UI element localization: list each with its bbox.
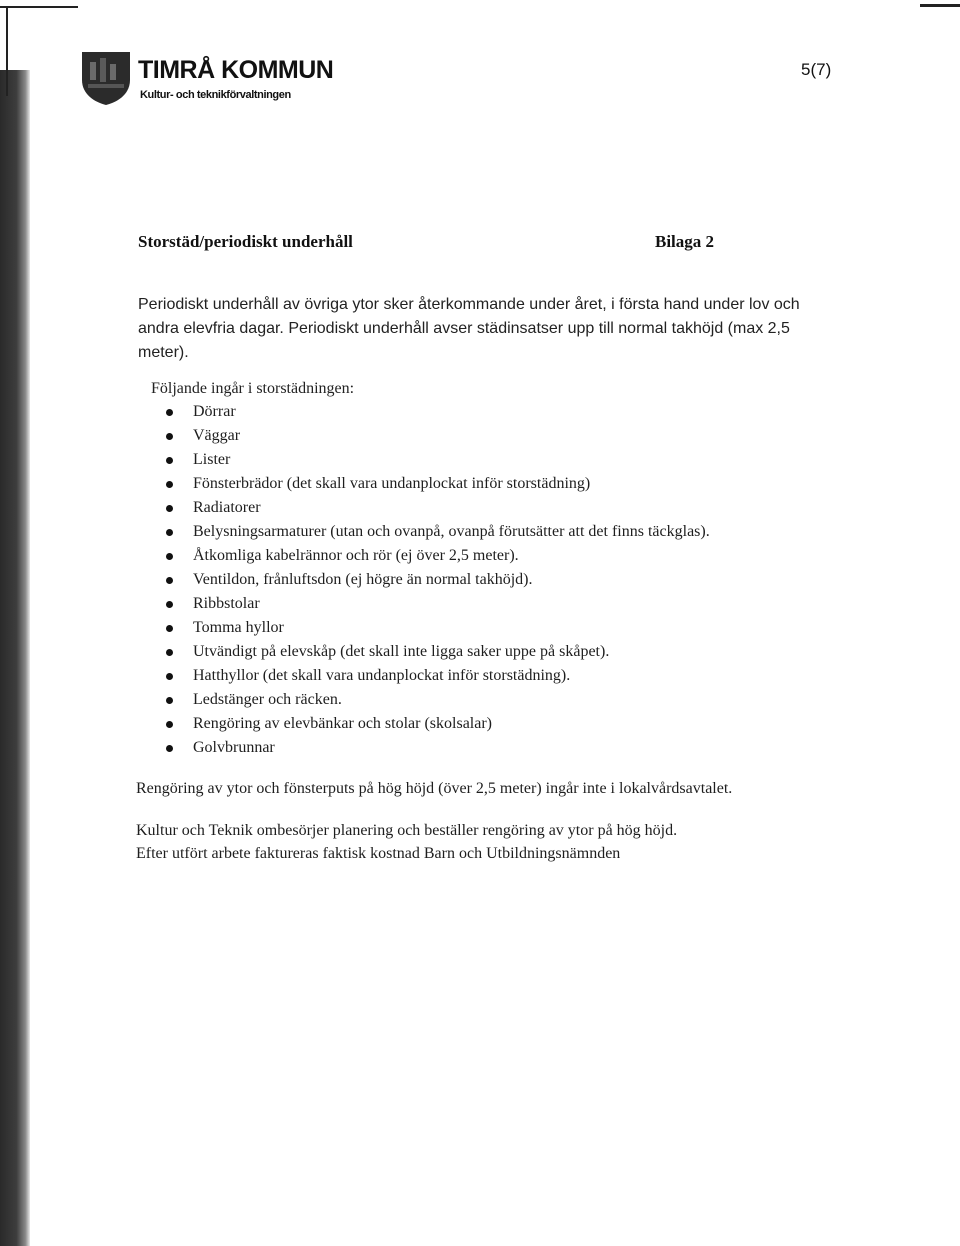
bullet-icon (166, 481, 173, 488)
bullet-icon (166, 745, 173, 752)
list-item-label: Radiatorer (193, 499, 261, 516)
list-item (160, 472, 710, 496)
list-item-label: Väggar (193, 427, 241, 444)
scan-left-line (6, 6, 8, 96)
bullet-icon (166, 409, 173, 416)
list-item-label: Ribbstolar (193, 595, 260, 612)
list-item-label: Fönsterbrädor (det skall vara undanplockat inför storstädning) (193, 475, 591, 492)
list-item (160, 616, 710, 640)
document-title: Storstäd/periodiskt underhåll (138, 232, 353, 251)
scan-top-line (0, 6, 78, 8)
page-number: 5(7) (801, 60, 832, 79)
list-item-label: Utvändigt på elevskåp (det skall inte ligga saker uppe på skåpet). (193, 643, 610, 660)
bullet-icon (166, 673, 173, 680)
intro-paragraph (138, 293, 838, 365)
list-item (160, 736, 710, 760)
intro-line: meter). (138, 344, 189, 361)
list-item (160, 520, 710, 544)
bullet-icon (166, 697, 173, 704)
closing-paragraph-invoicing: Efter utfört arbete faktureras faktisk kostnad Barn och Utbildningsnämnden (136, 845, 621, 862)
list-item-label: Tomma hyllor (193, 619, 284, 636)
bullet-icon (166, 577, 173, 584)
list-item (160, 400, 710, 424)
intro-line: andra elevfria dagar. Periodiskt underhåll avser städinsatser upp till normal takhöjd (max 2,5 (138, 320, 790, 337)
attachment-label: Bilaga 2 (655, 232, 715, 251)
bullet-icon (166, 433, 173, 440)
list-item (160, 688, 710, 712)
list-item-label: Rengöring av elevbänkar och stolar (skolsalar) (193, 715, 493, 732)
intro-line: Periodiskt underhåll av övriga ytor sker återkommande under året, i första hand under lov och (138, 296, 800, 313)
list-item-label: Ledstänger och räcken. (193, 691, 342, 708)
bullet-icon (166, 649, 173, 656)
department-name: Kultur- och teknikförvaltningen (140, 89, 291, 101)
bullet-icon (166, 553, 173, 560)
closing-paragraph-planning: Kultur och Teknik ombesörjer planering och beställer rengöring av ytor på hög höjd. (136, 822, 678, 839)
list-item (160, 544, 710, 568)
bullet-icon (166, 721, 173, 728)
list-item (160, 496, 710, 520)
cleaning-items-list (160, 400, 710, 760)
bullet-icon (166, 625, 173, 632)
bullet-icon (166, 601, 173, 608)
list-item (160, 664, 710, 688)
list-item-label: Lister (193, 451, 231, 468)
list-item-label: Åtkomliga kabelrännor och rör (ej över 2,5 meter). (193, 547, 519, 564)
list-item (160, 592, 710, 616)
municipality-logo-icon (80, 50, 132, 106)
list-item (160, 448, 710, 472)
list-item (160, 712, 710, 736)
bullet-icon (166, 457, 173, 464)
scan-left-edge (0, 70, 30, 1246)
list-item-label: Golvbrunnar (193, 739, 275, 756)
scan-top-right-mark (920, 4, 960, 7)
list-item-label: Dörrar (193, 403, 236, 420)
bullet-icon (166, 529, 173, 536)
list-intro: Följande ingår i storstädningen: (151, 380, 355, 397)
list-item (160, 568, 710, 592)
list-item (160, 640, 710, 664)
list-item-label: Belysningsarmaturer (utan och ovanpå, ovanpå förutsätter att det finns täckglas). (193, 523, 710, 540)
bullet-icon (166, 505, 173, 512)
closing-paragraph-high-surfaces: Rengöring av ytor och fönsterputs på hög höjd (över 2,5 meter) ingår inte i lokalvårdsavtalet. (136, 780, 733, 797)
list-item-label: Ventildon, frånluftsdon (ej högre än normal takhöjd). (193, 571, 533, 588)
organization-name: TIMRÅ KOMMUN (138, 56, 334, 84)
list-item (160, 424, 710, 448)
list-item-label: Hatthyllor (det skall vara undanplockat inför storstädning). (193, 667, 571, 684)
